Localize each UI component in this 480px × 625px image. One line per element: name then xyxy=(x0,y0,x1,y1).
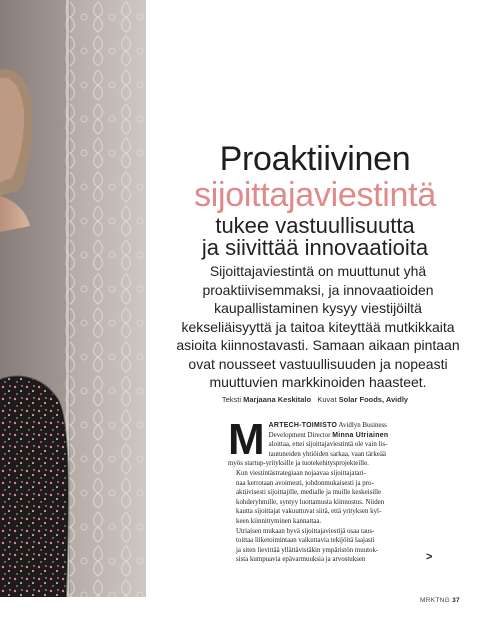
article-line: Utriaisen mukaan hyvä sijoittajaviestijä osaa taus- xyxy=(236,527,375,535)
article-line: sista kumpuavia epävarmuuksia ja arvostuksen xyxy=(236,556,366,564)
article-photo xyxy=(0,0,146,597)
page-folio xyxy=(420,597,460,604)
article-line: ja siten lievittää yllättävistäkin ympäristön muutok- xyxy=(236,546,379,554)
article-line: Development Director xyxy=(268,431,333,439)
article-line: kohderyhmille, syntyy luottamusta kiinnostus. Niiden xyxy=(236,498,385,506)
byline xyxy=(150,395,480,404)
byline-photo-label: Kuvat xyxy=(317,395,337,404)
lead-in: ARTECH-TOIMISTO xyxy=(268,422,338,429)
lead-line: kekseliäisyyttä ja taitoa kiteyttää mutkikkaita xyxy=(181,318,455,335)
continue-arrow-icon: > xyxy=(426,551,433,563)
drop-cap: M xyxy=(228,415,265,464)
subheadline-line-2: ja siivittää innovaatioita xyxy=(201,235,429,260)
byline-text-label: Teksti xyxy=(221,395,242,404)
headline-line-2: sijoittajaviestintä xyxy=(194,176,436,214)
lead-line: asioita kiinnostavasti. Samaan aikaan pintaan xyxy=(176,337,460,353)
article-body xyxy=(228,415,417,565)
byline-photographer: Solar Foods, Avidly xyxy=(338,395,409,404)
article-line: toittaa liiketoimintaan vaikuttavia tekijöitä laajasti xyxy=(236,537,375,545)
article-paragraph-2 xyxy=(228,469,417,527)
lead-paragraph xyxy=(168,262,468,392)
headline-line-1: Proaktiivinen xyxy=(219,140,411,178)
lead-line: Sijoittajaviestintä on muuttunut yhä xyxy=(209,263,427,279)
article-line: aloittaa, ettei sijoittajaviestintä ole vain lis- xyxy=(268,441,388,449)
article-line: naa kerrotaan avoimesti, johdonmukaisesti ja pro- xyxy=(236,479,374,487)
magazine-name: MRKTNG xyxy=(420,597,450,604)
article-line: Avidlyn Business xyxy=(337,422,387,429)
person-name: Minna Utriainen xyxy=(332,431,389,439)
lead-line: ovat nousseet vastuullisuuden ja nopeasti xyxy=(188,355,448,372)
article-line: tautuneiden yhtiöiden sarkaa, vaan tärkeää xyxy=(268,450,386,458)
article-line: myös startup-yrityksille ja tuotekehitysprojekteille. xyxy=(228,460,369,468)
byline-author: Marjaana Keskitalo xyxy=(243,395,312,404)
article-line: keen kiinnittyminen kannattaa. xyxy=(236,517,322,525)
article-line: kautta sijoittajat vakuuttuvat siitä, että yrityksen kyl- xyxy=(236,508,382,516)
lead-line: proaktiivisemmaksi, ja innovaatioiden xyxy=(202,281,434,298)
lead-line: muuttuvien markkinoiden haasteet. xyxy=(209,374,427,390)
article-line: aktiivisesti sijoittajille, medialle ja muille keskeisille xyxy=(236,489,382,497)
lead-line: kaupallistaminen kysyy viestijöiltä xyxy=(214,300,422,316)
article-paragraph-3 xyxy=(228,527,417,565)
page-number: 37 xyxy=(452,597,460,604)
subheadline-line-1: tukee vastuullisuutta xyxy=(215,213,415,238)
article-line: Kun viestintästrategiaan nojaavaa sijoittajatari- xyxy=(236,469,366,477)
